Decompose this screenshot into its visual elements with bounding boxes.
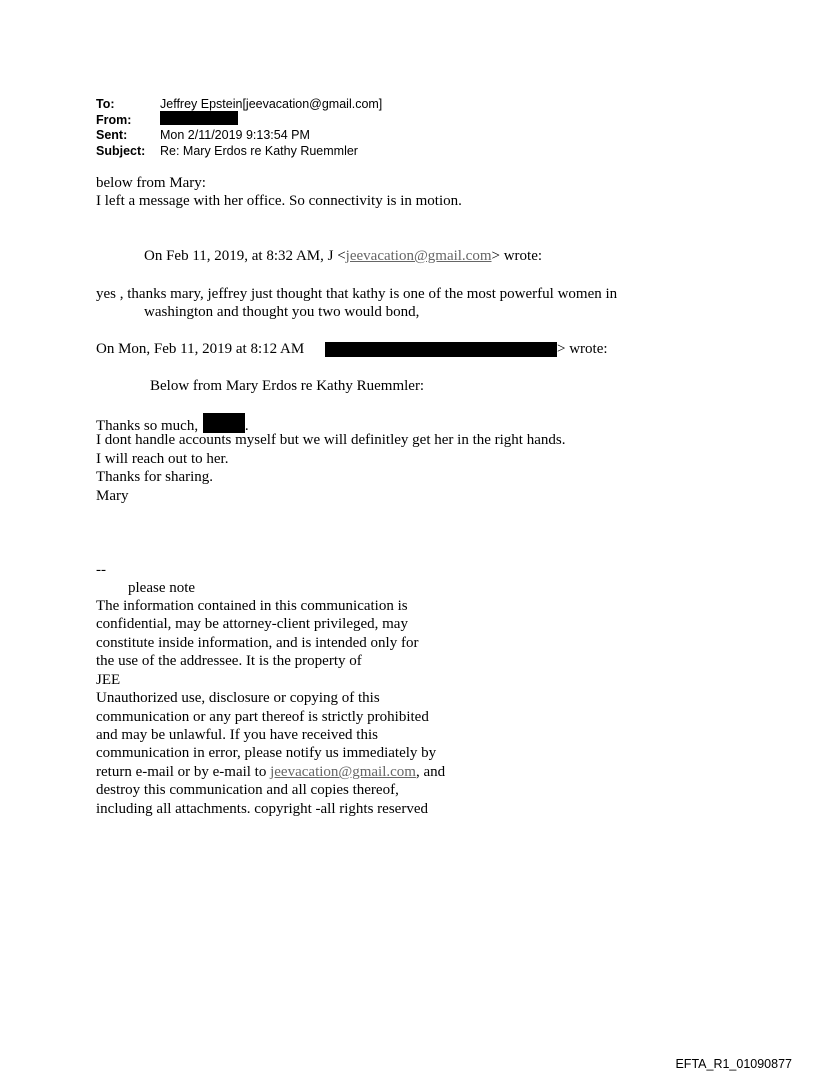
to-label: To: xyxy=(96,97,115,111)
signature-name: Mary xyxy=(96,488,129,504)
from-label: From: xyxy=(96,113,132,127)
body-line-1: below from Mary: xyxy=(96,175,206,191)
quote-header-2: On Mon, Feb 11, 2019 at 8:12 AM xyxy=(96,341,305,357)
disclaimer-email-suffix: , and xyxy=(415,764,446,780)
disclaimer-line: communication in error, please notify us immediately by xyxy=(96,745,437,761)
document-id: EFTA_R1_01090877 xyxy=(675,1057,792,1071)
thanks-prefix: Thanks so much, xyxy=(96,418,199,434)
body-accounts-line: I dont handle accounts myself but we will definitley get her in the right hands. xyxy=(96,432,566,448)
quote-header-2-suffix: > wrote: xyxy=(557,341,608,357)
sent-label: Sent: xyxy=(96,128,128,142)
disclaimer-email-prefix: return e-mail or by e-mail to xyxy=(96,764,271,780)
quote-header-1-email-link[interactable]: jeevacation@gmail.com xyxy=(345,248,492,264)
disclaimer-line: including all attachments. copyright -all rights reserved xyxy=(96,801,428,817)
quote-header-1-prefix: On Feb 11, 2019, at 8:32 AM, J < xyxy=(144,248,346,264)
disclaimer-line-with-email xyxy=(96,763,445,782)
signature-separator: -- xyxy=(96,562,106,578)
email-header xyxy=(0,96,816,160)
quote-header-1 xyxy=(144,247,542,266)
subject-label: Subject: xyxy=(96,144,146,158)
forward-intro: Below from Mary Erdos re Kathy Ruemmler: xyxy=(150,378,425,394)
quote-header-1-suffix: > wrote: xyxy=(491,248,543,264)
disclaimer-note: please note xyxy=(128,580,196,596)
disclaimer-line: JEE xyxy=(96,672,121,688)
disclaimer-line: Unauthorized use, disclosure or copying of this xyxy=(96,690,380,706)
disclaimer-line: the use of the addressee. It is the property of xyxy=(96,653,362,669)
disclaimer-line: communication or any part thereof is strictly prohibited xyxy=(96,709,429,725)
sender-redaction xyxy=(325,342,557,357)
disclaimer-line: confidential, may be attorney-client privileged, may xyxy=(96,616,408,632)
body-reach-line: I will reach out to her. xyxy=(96,451,229,467)
reply-line-2: washington and thought you two would bond, xyxy=(144,304,420,320)
disclaimer-line: constitute inside information, and is intended only for xyxy=(96,635,419,651)
thanks-suffix: . xyxy=(244,418,249,434)
reply-line-1: yes , thanks mary, jeffrey just thought that kathy is one of the most powerful women in xyxy=(96,286,618,302)
name-redaction xyxy=(203,413,245,433)
sent-value: Mon 2/11/2019 9:13:54 PM xyxy=(160,128,310,142)
disclaimer-line: destroy this communication and all copies thereof, xyxy=(96,782,399,798)
body-sharing-line: Thanks for sharing. xyxy=(96,469,214,485)
disclaimer-email-link[interactable]: jeevacation@gmail.com xyxy=(270,764,416,780)
disclaimer-line: The information contained in this communication is xyxy=(96,598,408,614)
disclaimer-line: and may be unlawful. If you have received this xyxy=(96,727,378,743)
to-value: Jeffrey Epstein[jeevacation@gmail.com] xyxy=(160,97,383,111)
from-redaction xyxy=(160,111,238,125)
subject-value: Re: Mary Erdos re Kathy Ruemmler xyxy=(160,144,358,158)
body-line-2: I left a message with her office. So connectivity is in motion. xyxy=(96,193,462,209)
